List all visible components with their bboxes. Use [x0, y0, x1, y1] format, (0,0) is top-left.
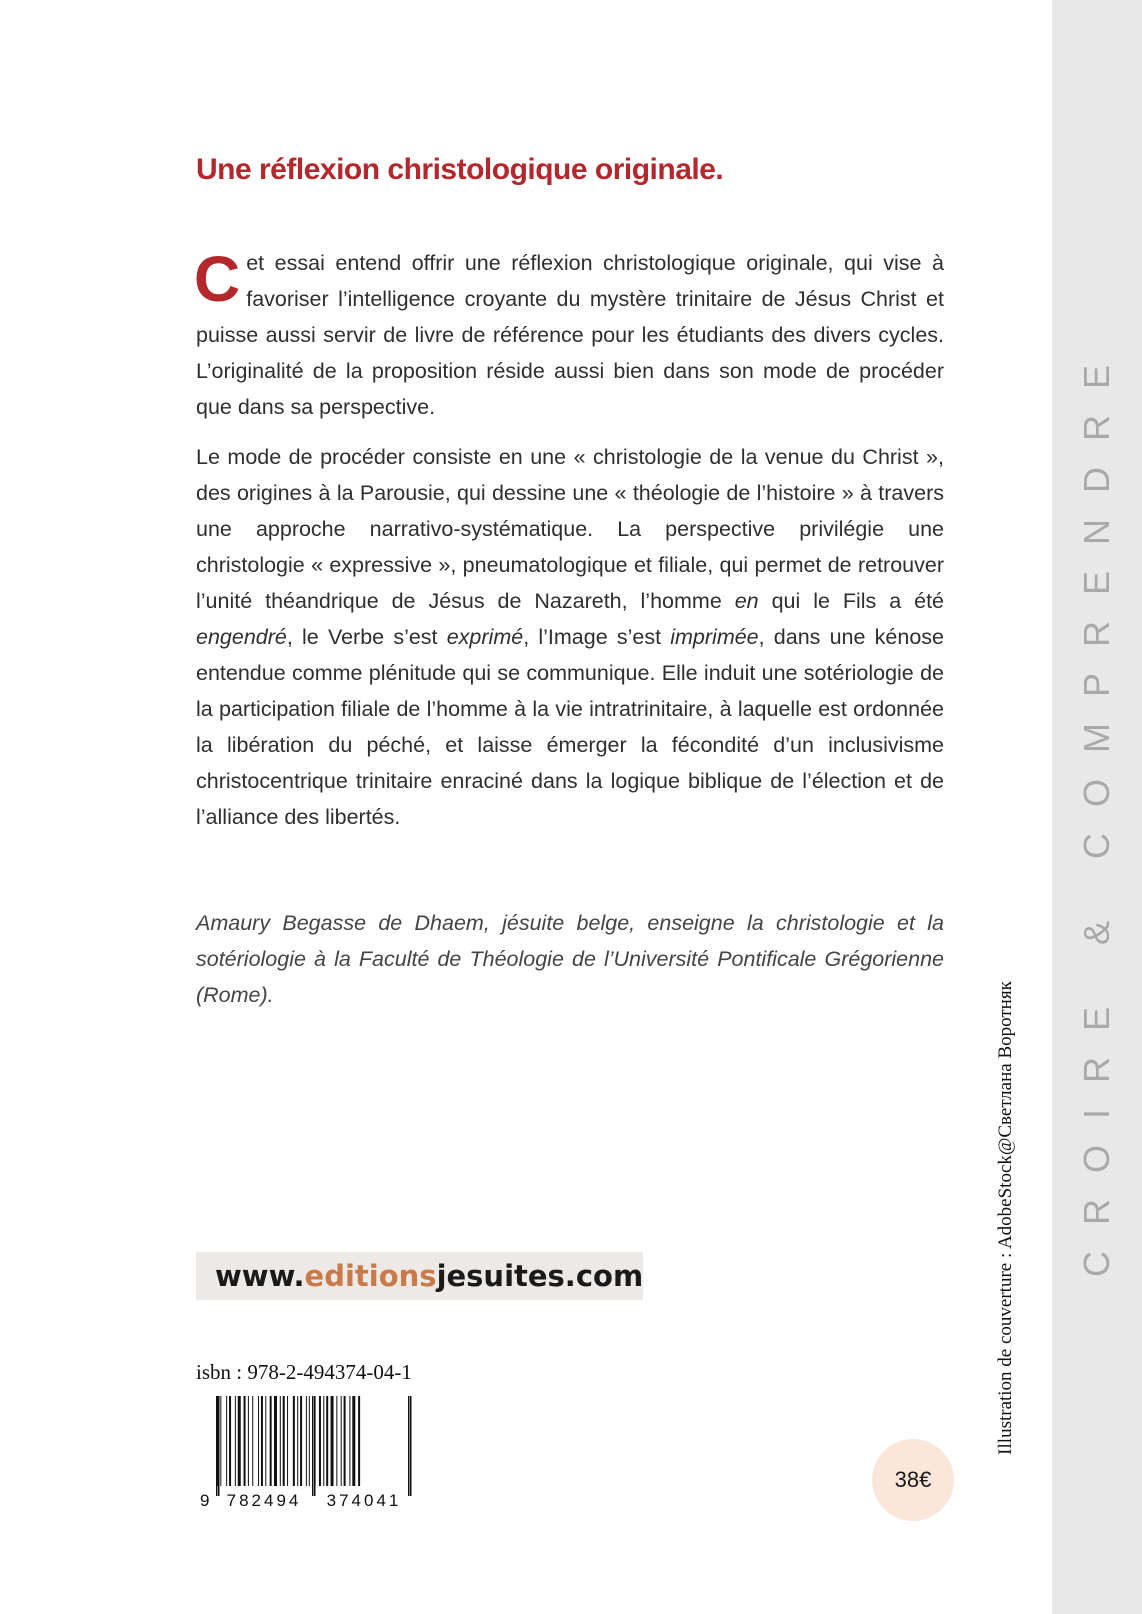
barcode-bar: [306, 1396, 307, 1486]
barcode-bar: [300, 1396, 302, 1486]
barcode-bar: [326, 1396, 328, 1486]
barcode-bar: [248, 1396, 249, 1486]
barcode-bar: [252, 1396, 253, 1486]
para-text: Le mode de procéder consiste en une « christologie de la venue du Christ », des origines à la Parousie, qui dessine une « théologie de l’histoire » à travers une approche narrativo-systématique. La perspective privilégie une christologie « expressive », pneumatologique et filiale, qui permet de retrouver l’unité théandrique de Jésus de Nazareth, l’homme: [196, 445, 944, 613]
price-badge: 38€: [872, 1439, 954, 1521]
barcode-bar: [226, 1396, 227, 1486]
barcode-bar: [258, 1396, 259, 1486]
barcode-bar: [287, 1396, 288, 1486]
cover-credit: Illustration de couverture : AdobeStock@Светлана Воротняк: [995, 981, 1016, 1455]
barcode-guard-bar: [312, 1396, 314, 1496]
emphasis: imprimée: [670, 625, 759, 649]
barcode-bar: [283, 1396, 285, 1486]
barcode-graphic: [196, 1396, 431, 1510]
barcode-bar: [344, 1396, 346, 1486]
url-prefix: www.: [215, 1259, 305, 1293]
emphasis: exprimé: [446, 625, 524, 649]
barcode-bar: [280, 1396, 281, 1486]
para-text: , l’Image s’est: [523, 625, 671, 649]
barcode-bar: [238, 1396, 241, 1486]
barcode-guard-bar: [410, 1396, 412, 1496]
barcode-bar: [261, 1396, 263, 1486]
barcode-guard-bar: [218, 1396, 220, 1496]
isbn: isbn : 978-2-494374-04-1: [196, 1360, 412, 1384]
intro-paragraph: [196, 245, 944, 425]
barcode-guard-bar: [408, 1396, 410, 1496]
barcode-bar: [274, 1396, 277, 1486]
website-url[interactable]: [196, 1252, 643, 1300]
barcode-guard-bar: [216, 1396, 218, 1496]
emphasis: engendré: [196, 625, 287, 649]
para-text: qui le Fils a été: [758, 589, 944, 613]
barcode-bar: [309, 1396, 310, 1486]
barcode-bar: [220, 1396, 221, 1486]
barcode-bar: [265, 1396, 266, 1486]
url-accent: editions: [304, 1259, 437, 1293]
url-suffix: jesuites.com: [436, 1259, 644, 1293]
barcode: [196, 1396, 431, 1510]
barcode-bar: [297, 1396, 298, 1486]
barcode-bar: [352, 1396, 355, 1486]
barcode-bar: [319, 1396, 321, 1486]
intro-text: et essai entend offrir une réflexion christologique originale, qui vise à favoriser l’intelligence croyante du mystère trinitaire de Jésus Christ et puisse aussi servir de livre de référence pour les étudiants des divers cycles. L’originalité de la proposition réside aussi bien dans son mode de procéder que dans sa perspective.: [196, 251, 944, 419]
para-text: , dans une kénose entendue comme plénitude qui se communique. Elle induit une sotériologie de la participation filiale de l’homme à la vie intratrinitaire, à laquelle est ordonnée la libération du péché, et laisse émerger la fécondité d’un inclusivisme christocentrique trinitaire enraciné dans la logique biblique de l’élection et de l’alliance des libertés.: [196, 625, 944, 829]
barcode-guard-bar: [314, 1396, 316, 1496]
author-bio: Amaury Begasse de Dhaem, jésuite belge, enseigne la christologie et la sotériologie à la Faculté de Théologie de l’Université Pontificale Grégorienne (Rome).: [196, 911, 944, 1007]
barcode-bar: [331, 1396, 334, 1486]
barcode-bar: [341, 1396, 342, 1486]
back-cover-text: [196, 245, 944, 849]
barcode-left-digits: 782494: [226, 1491, 302, 1510]
barcode-bar: [358, 1396, 360, 1486]
barcode-bar: [270, 1396, 272, 1486]
second-paragraph: [196, 439, 944, 835]
para-text: , le Verbe s’est: [286, 625, 447, 649]
barcode-first-digit: 9: [200, 1491, 210, 1510]
barcode-right-digits: 374041: [326, 1491, 402, 1510]
barcode-bar: [293, 1396, 295, 1486]
series-label: CROIRE & COMPRENDRE: [1076, 338, 1117, 1278]
headline: Une réflexion christologique originale.: [196, 153, 724, 186]
barcode-bar: [323, 1396, 324, 1486]
emphasis: en: [734, 589, 759, 613]
barcode-bar: [229, 1396, 231, 1486]
barcode-bar: [244, 1396, 246, 1486]
side-band: [1052, 0, 1142, 1614]
drop-cap: C: [194, 243, 241, 315]
barcode-bar: [349, 1396, 350, 1486]
barcode-bar: [235, 1396, 236, 1486]
barcode-bar: [336, 1396, 337, 1486]
